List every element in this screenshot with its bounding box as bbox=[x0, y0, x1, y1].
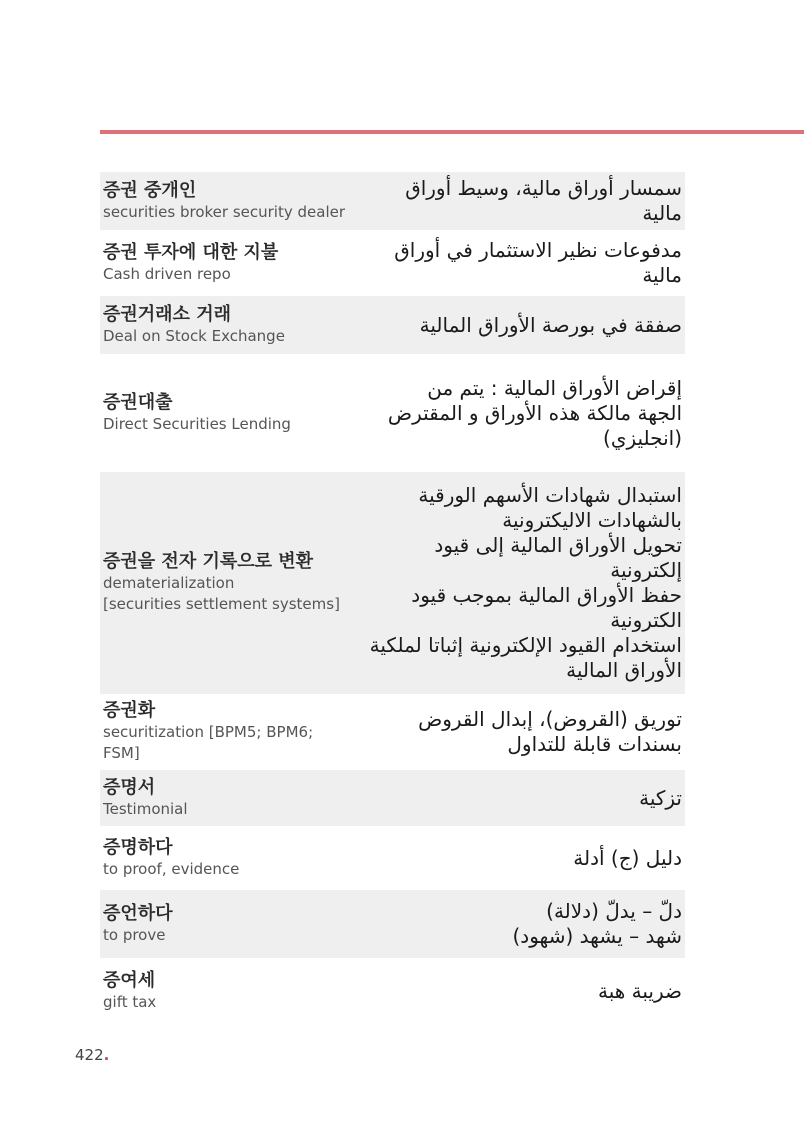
arabic-translation: ضريبة هبة bbox=[597, 978, 682, 1003]
arabic-translation: استبدال شهادات الأسهم الورقية بالشهادات الاليكترونية تحويل الأوراق المالية إلى قيود إلكترونية حفظ الأوراق المالية بموجب قيود الكترونية استخدام القيود الإلكترونية إثباتا لملكية الأوراق المالية bbox=[369, 483, 682, 682]
english-term: Testimonial bbox=[103, 799, 188, 818]
glossary-entry bbox=[100, 962, 685, 1020]
arabic-translation: مدفوعات نظير الاستثمار في أوراق مالية bbox=[394, 238, 682, 287]
english-term: Cash driven repo bbox=[103, 264, 231, 283]
term-column bbox=[100, 700, 350, 764]
arabic-translation: دلّ – يدلّ (دلالة) شهد – يشهد (شهود) bbox=[512, 899, 682, 948]
korean-term: 증권 중개인 bbox=[103, 179, 197, 201]
page-footer bbox=[75, 1046, 109, 1064]
english-term: to proof, evidence bbox=[103, 859, 240, 878]
glossary-entry bbox=[100, 698, 685, 766]
header-rule bbox=[100, 130, 804, 134]
term-column bbox=[100, 970, 350, 1013]
arabic-translation: دليل (ج) أدلة bbox=[573, 845, 682, 870]
page-number: 422 bbox=[75, 1046, 104, 1064]
term-column bbox=[100, 551, 350, 615]
term-column bbox=[100, 777, 350, 820]
korean-term: 증명서 bbox=[103, 776, 156, 798]
glossary-entry bbox=[100, 172, 685, 230]
glossary-entry bbox=[100, 358, 685, 468]
korean-term: 증권을 전자 기록으로 변환 bbox=[103, 551, 314, 572]
english-term: gift tax bbox=[103, 992, 157, 1011]
english-term: Deal on Stock Exchange bbox=[103, 326, 285, 345]
arabic-translation: سمسار أوراق مالية، وسيط أوراق مالية bbox=[405, 176, 682, 225]
korean-term: 증권대출 bbox=[103, 391, 173, 413]
arabic-translation: صفقة في بورصة الأوراق المالية bbox=[419, 312, 682, 337]
english-term: Direct Securities Lending bbox=[103, 414, 291, 433]
english-term: dematerialization [securities settlement systems] bbox=[103, 574, 340, 613]
page-number-dot: . bbox=[103, 1046, 110, 1064]
arabic-translation: توريق (القروض)، إبدال القروض بسندات قابلة للتداول bbox=[418, 707, 682, 756]
korean-term: 증권거래소 거래 bbox=[103, 303, 231, 325]
term-column bbox=[100, 392, 350, 435]
english-term: to prove bbox=[103, 925, 166, 944]
glossary-entry bbox=[100, 830, 685, 886]
korean-term: 증권화 bbox=[103, 700, 156, 721]
glossary-entry bbox=[100, 770, 685, 826]
term-column bbox=[100, 837, 350, 880]
korean-term: 증권 투자에 대한 지불 bbox=[103, 241, 279, 263]
arabic-translation: تزكية bbox=[639, 785, 682, 810]
glossary-table bbox=[100, 172, 685, 1024]
glossary-entry bbox=[100, 234, 685, 292]
glossary-entry bbox=[100, 296, 685, 354]
arabic-translation: إقراض الأوراق المالية : يتم من الجهة مالكة هذه الأوراق و المقترض (انجليزي) bbox=[387, 375, 682, 450]
term-column bbox=[100, 180, 350, 223]
korean-term: 증명하다 bbox=[103, 836, 173, 858]
english-term: securities broker security dealer bbox=[103, 202, 346, 221]
glossary-entry bbox=[100, 890, 685, 958]
term-column bbox=[100, 903, 350, 946]
korean-term: 증여세 bbox=[103, 969, 156, 991]
term-column bbox=[100, 242, 350, 285]
english-term: securitization [BPM5; BPM6; FSM] bbox=[103, 723, 314, 762]
glossary-entry bbox=[100, 472, 685, 694]
term-column bbox=[100, 304, 350, 347]
korean-term: 증언하다 bbox=[103, 902, 173, 924]
